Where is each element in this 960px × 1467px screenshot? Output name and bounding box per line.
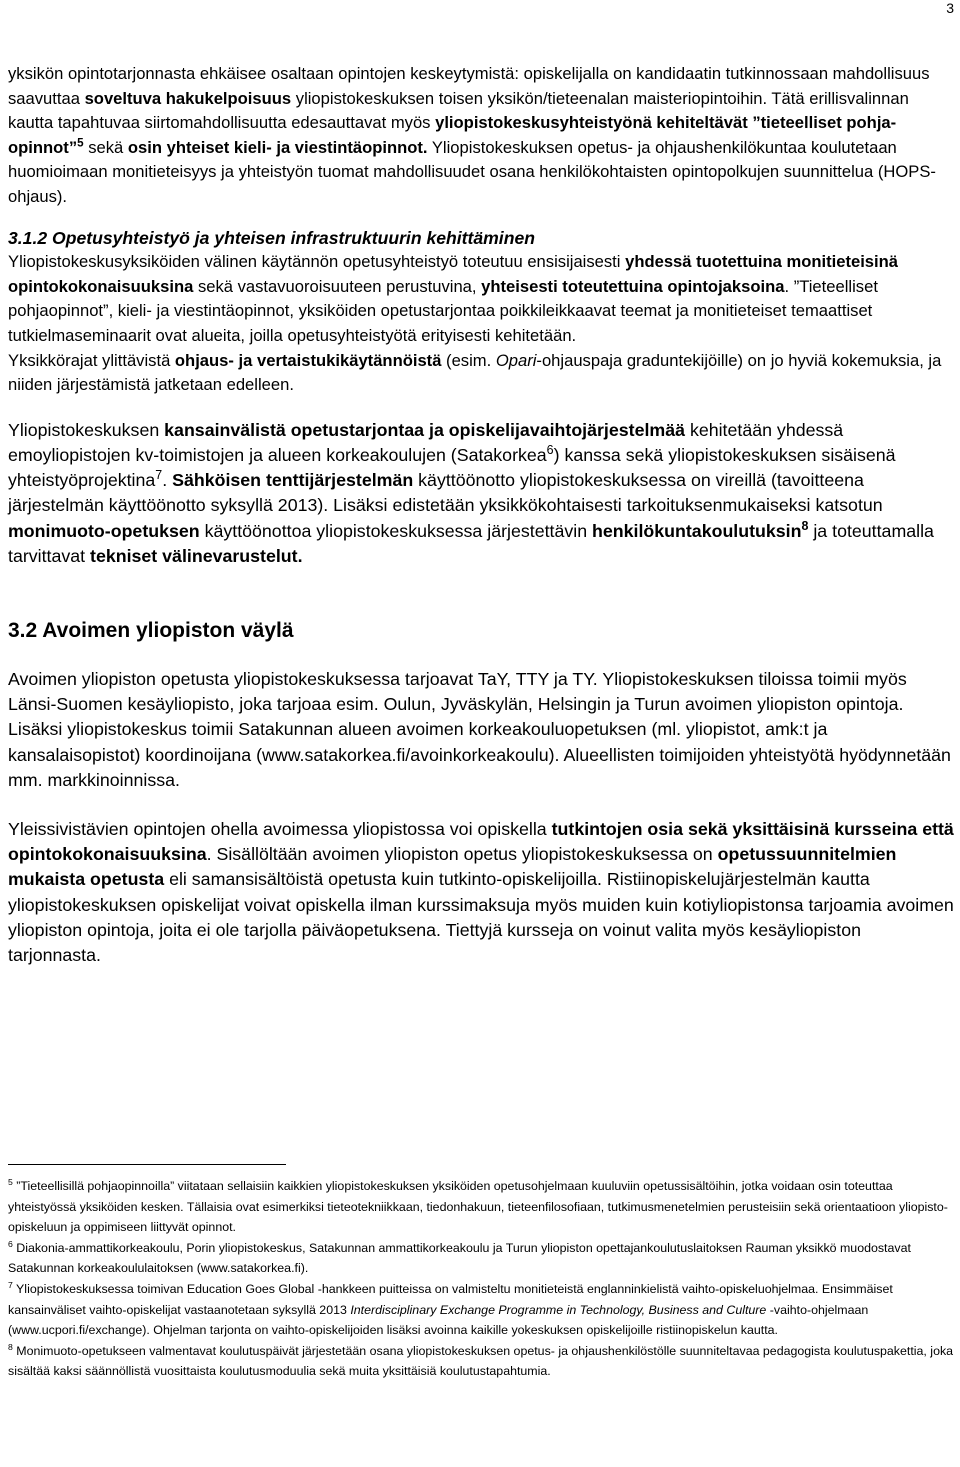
bold-term: yliopistokeskusyhteistyönä kehiteltävät ”tieteelliset pohja-opinnot”	[8, 113, 897, 157]
bold-term: tekniset välinevarustelut.	[90, 545, 303, 566]
text-run: .	[162, 470, 173, 491]
paragraph-guidance-practices	[8, 349, 956, 398]
bold-term: ohjaus- ja vertaistukikäytännöistä	[174, 350, 442, 370]
footnote-text: -vaihto-ohjelmaan (www.ucpori.fi/exchange). Ohjelman tarjonta on vaihto-opiskelijoiden lisäksi avoinna kaikille yokeskuksen opiskelijoille ristiinopiskelun kautta.	[8, 1302, 869, 1338]
heading-3-1-2: 3.1.2 Opetusyhteistyö ja yhteisen infrastruktuurin kehittäminen	[8, 227, 535, 248]
paragraph-study-paths	[8, 62, 956, 210]
paragraph-international-teaching	[8, 418, 956, 569]
bold-term: yhdessä tuotettuina monitieteisinä opintokokonaisuuksina	[8, 252, 899, 296]
text-run: käyttöönottoa yliopistokeskuksessa järjestettävin	[199, 520, 593, 541]
text-run: -ohjauspaja graduntekijöille) on jo hyviä kokemuksia, ja niiden järjestämistä jatketaan edelleen.	[8, 350, 942, 395]
heading-3-2: 3.2 Avoimen yliopiston väylä	[8, 618, 294, 642]
bold-term: yhteisesti toteutettuina opintojaksoina	[481, 276, 785, 296]
bold-term: osin yhteiset kieli- ja viestintäopinnot.	[127, 137, 428, 157]
page-content	[8, 62, 956, 968]
footnote-ref-7[interactable]: 7	[155, 468, 163, 483]
bold-term: henkilökuntakoulutuksin	[592, 520, 802, 541]
footnote-7	[8, 1279, 956, 1341]
footnote-5	[8, 1176, 956, 1238]
footnotes	[8, 1176, 956, 1382]
bold-term: monimuoto-opetuksen	[8, 520, 200, 541]
text-run: yliopistokeskuksen toisen yksikön/tieteenalan maisteriopintoihin. Tätä erillisvalinnan kautta tapahtuvaa siirtomahdollisuutta edesauttavat myös	[8, 88, 909, 133]
bold-term: tutkintojen osia sekä yksittäisinä kursseina että opintokokonaisuuksina	[8, 818, 954, 865]
text-run: Yliopistokeskusyksiköiden välinen käytännön opetusyhteistyö toteutuu ensisijaisesti	[8, 252, 626, 272]
footnote-text: Yliopistokeskuksessa toimivan Education Goes Global -hankkeen puitteissa on valmisteltu monitieteistä englanninkielistä vaihto-opiskeluohjelmaa. Ensimmäiset kansainväliset vaihto-opiskelijat vastaanotetaan syksyllä 2013	[8, 1281, 893, 1317]
text-run: Yleissivistävien opintojen ohella avoimessa yliopistossa voi opiskella	[8, 818, 552, 839]
bold-term: soveltuva hakukelpoisuus	[84, 88, 292, 108]
italic-term: Opari	[495, 350, 537, 370]
text-run: ) kanssa sekä yliopistokeskuksen sisäisenä yhteistyöprojektina	[8, 444, 896, 491]
page-number: 3	[946, 0, 954, 16]
paragraph-open-university-studies	[8, 817, 956, 968]
text-run: eli samansisältöistä opetusta kuin tutkinto-opiskelijoilla. Ristiinopiskelujärjestelmän kautta yliopistokeskuksen opiskelijat voivat opiskella ilman kurssimaksuja myös muiden kuin kotiyliopistonsa tarjoamia avoimen yliopiston opintoja, joita ei ole tarjolla päiväopetuksena. Tiettyjä kursseja on voinut valita myös kesäyliopiston tarjonnasta.	[8, 869, 954, 965]
text-run: sekä vastavuoroisuuteen perustuvina,	[193, 276, 482, 296]
footnote-mark: 8	[8, 1341, 13, 1352]
text-run: ja toteuttamalla tarvittavat	[8, 520, 934, 566]
paragraph-open-university: Avoimen yliopiston opetusta yliopistokeskuksessa tarjoavat TaY, TTY ja TY. Yliopistokeskuksen tiloissa toimii myös Länsi-Suomen kesäyliopisto, joka tarjoaa esim. Oulun, Jyväskylän, Helsingin ja Turun avoimen yliopiston opintoja. Lisäksi yliopistokeskus toimii Satakunnan alueen avoimen korkeakouluopetuksen (ml. yliopistot, amk:t ja kansalaisopistot) koordinoijana (www.satakorkea.fi/avoinkorkeakoulu). Alueellisten toimijoiden yhteistyötä hyödynnetään mm. markkinoinnissa.	[8, 668, 951, 790]
footnote-ref-6[interactable]: 6	[546, 443, 554, 458]
text-run: . Sisällöltään avoimen yliopiston opetus yliopistokeskuksessa on	[206, 844, 718, 865]
text-run: Yliopistokeskuksen opetus- ja ohjaushenkilökuntaa koulutetaan huomioimaan monitieteisyys ja yhteistyön tuomat mahdollisuudet osana henkilökohtaisten opintopolkujen suunnittelua (HOPS-ohjaus).	[8, 137, 936, 206]
bold-term: kansainvälistä opetustarjontaa ja opiskelijavaihtojärjestelmää	[164, 419, 685, 440]
text-run: sekä	[83, 137, 128, 157]
footnote-6	[8, 1238, 956, 1279]
footnote-italic-title: Interdisciplinary Exchange Programme in Technology, Business and Culture	[350, 1302, 767, 1317]
text-run: käyttöönotto yliopistokeskuksessa on vireillä (tavoitteena järjestelmän käyttöönotto syksyllä 2013). Lisäksi edistetään yksikkökohtaisesti tarkoituksenmukaiseksi katsotun	[8, 470, 883, 516]
footnote-text: Monimuoto-opetukseen valmentavat koulutuspäivät järjestetään osana yliopistokeskuksen opetus- ja ohjaushenkilöstölle suunniteltavaa pedagogista koulutuspakettia, joka sisältää kaksi säännöllistä vuosittaista koulutusmoduulia sekä muita yksittäisiä koulutustapahtumia.	[8, 1343, 954, 1379]
footnote-text: ”Tieteellisillä pohjaopinnoilla” viitataan sellaisiin kaikkien yliopistokeskuksen yksiköiden opetusohjelmaan kuuluviin opetussisältöihin, jotka voidaan osin toteuttaa yhteistyössä yksiköiden kesken. Tällaisia ovat esimerkiksi tieteotekniikkaan, tiedonhakuun, tieteenfilosofiaan, tutkimusmenetelmien perusteisiin sekä orientaatioon yliopisto-opiskeluun ja oppimiseen liittyvät opinnot.	[8, 1179, 948, 1235]
text-run: (esim.	[441, 350, 496, 370]
text-run: yksikön opintotarjonnasta ehkäisee osaltaan opintojen keskeytymistä: opiskelijalla on kandidaatin tutkinnossaan mahdollisuus saavuttaa	[8, 64, 930, 108]
bold-term: opetussuunnitelmien mukaista opetusta	[8, 844, 897, 890]
footnote-ref-8[interactable]: 8	[801, 518, 809, 533]
text-run: Yliopistokeskuksen	[8, 419, 165, 440]
footnote-mark: 6	[8, 1239, 13, 1250]
footnote-ref-5[interactable]: 5	[77, 136, 84, 150]
footnote-separator	[8, 1164, 286, 1165]
footnote-mark: 5	[8, 1177, 13, 1188]
text-run: Yksikkörajat ylittävistä	[8, 350, 175, 370]
paragraph-teaching-cooperation	[8, 250, 956, 348]
bold-term: Sähköisen tenttijärjestelmän	[172, 470, 414, 491]
text-run: . ”Tieteelliset pohjaopinnot”, kieli- ja viestintäopinnot, yksiköiden opetustarjontaa poikkileikkaavat teemat ja monitieteiset temaattiset tutkielmaseminaarit ovat alueita, joilla opetusyhteistyötä erityisesti kehitetään.	[8, 276, 878, 345]
footnote-mark: 7	[8, 1280, 13, 1291]
footnote-8	[8, 1341, 956, 1382]
text-run: kehitetään yhdessä emoyliopistojen kv-toimistojen ja alueen korkeakoulujen (Satakorkea	[8, 419, 844, 465]
footnote-text: Diakonia-ammattikorkeakoulu, Porin yliopistokeskus, Satakunnan ammattikorkeakoulu ja Turun yliopiston opettajankoulutuslaitoksen Rauman yksikkö muodostavat Satakunnan korkeakoululaitoksen (www.satakorkea.fi).	[8, 1240, 911, 1276]
